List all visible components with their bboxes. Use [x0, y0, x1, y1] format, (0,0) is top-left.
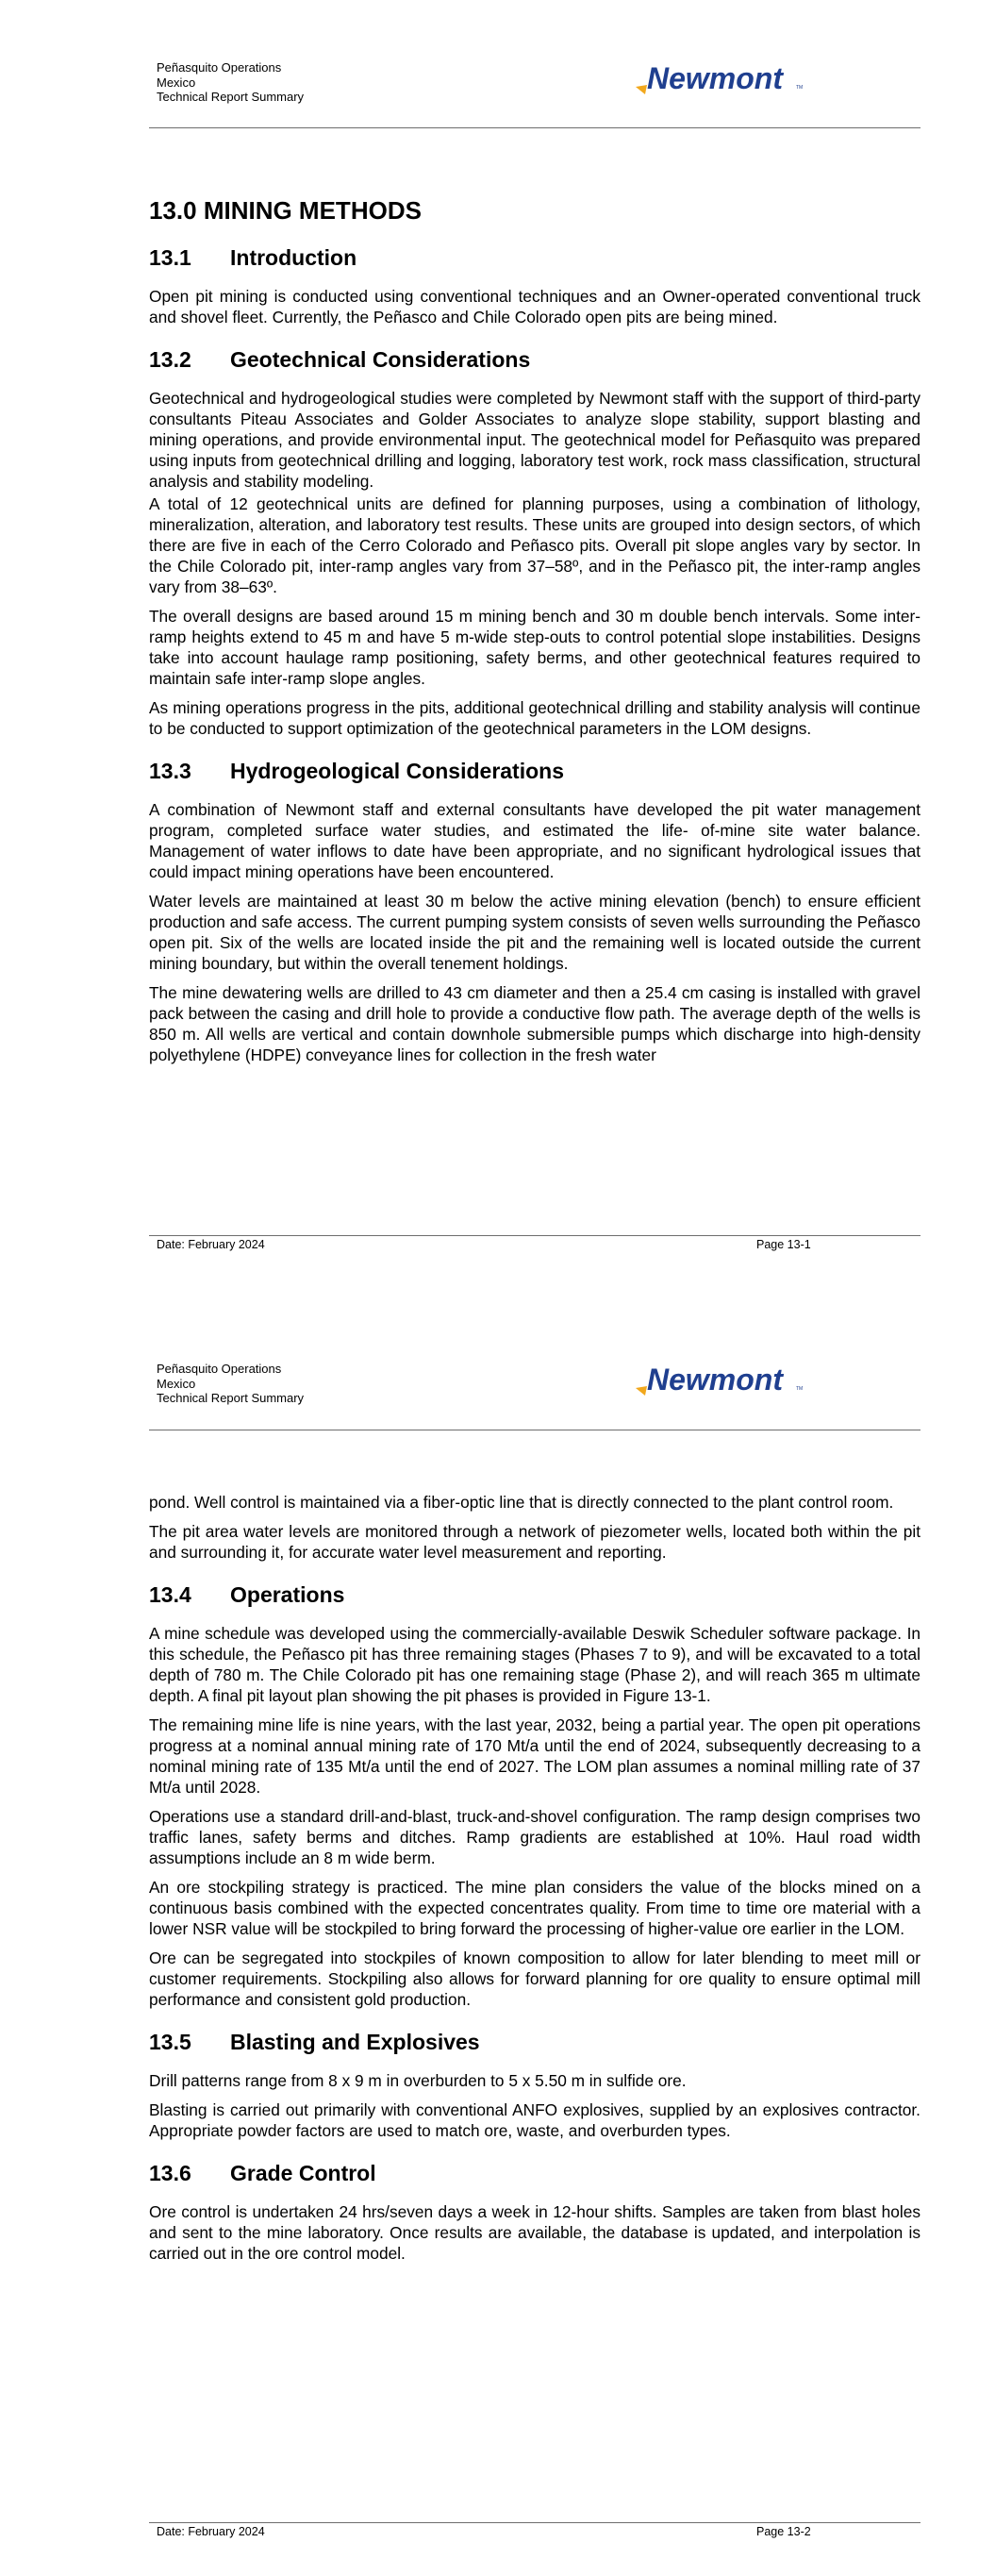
newmont-logo: [636, 62, 815, 100]
section-title: Blasting and Explosives: [230, 2030, 480, 2054]
paragraph: The overall designs are based around 15 m mining bench and 30 m double bench intervals. Some inter-ramp heights extend to 45 m and have 5 m-wide step-outs to control potential slope instabilities. Designs take into account haulage ramp positioning, safety berms, and other geotechnical features required to maintain safe inter-ramp slope angles.: [149, 607, 920, 688]
header-country: Mexico: [157, 75, 196, 90]
section-heading-13-1: [149, 244, 920, 271]
page-header-text: [157, 60, 304, 105]
logo-text: Newmont: [647, 1363, 783, 1397]
footer-page-number: Page 13-2: [756, 2525, 811, 2538]
logo-text: Newmont: [647, 62, 783, 95]
section-heading-13-6: [149, 2160, 920, 2186]
footer-page-number: Page 13-1: [756, 1238, 811, 1251]
chapter-title: 13.0 MINING METHODS: [149, 196, 422, 225]
paragraph: The mine dewatering wells are drilled to 43 cm diameter and then a 25.4 cm casing is installed with gravel pack between the casing and drill hole to provide a conductive flow path. The average depth of the wells is 850 m. All wells are vertical and contain downhole submersible pumps which discharge into high-density polyethylene (HDPE) conveyance lines for collection in the fresh water: [149, 983, 920, 1064]
page-header-text: [157, 1362, 304, 1406]
paragraph: Blasting is carried out primarily with conventional ANFO explosives, supplied by an explosives contractor. Appropriate powder factors are used to match ore, waste, and overburden types.: [149, 2100, 920, 2140]
section-number: 13.1: [149, 245, 191, 270]
page-1-body: [149, 195, 920, 1074]
paragraph: Operations use a standard drill-and-blast, truck-and-shovel configuration. The ramp design comprises two traffic lanes, safety berms and ditches. Ramp gradients are established at 10%. Haul road width assumptions include an 8 m wide berm.: [149, 1807, 920, 1867]
paragraph: Ore control is undertaken 24 hrs/seven days a week in 12-hour shifts. Samples are taken from blast holes and sent to the mine laboratory. Once results are available, the database is updated, and interpolation is carried out in the ore control model.: [149, 2202, 920, 2263]
paragraph: Open pit mining is conducted using conventional techniques and an Owner-operated conventional truck and shovel fleet. Currently, the Peñasco and Chile Colorado open pits are being mined.: [149, 287, 920, 326]
paragraph: The pit area water levels are monitored through a network of piezometer wells, located both within the pit and surrounding it, for accurate water level measurement and reporting.: [149, 1522, 920, 1562]
paragraph: pond. Well control is maintained via a fiber-optic line that is directly connected to the plant control room.: [149, 1493, 894, 1512]
section-title: Geotechnical Considerations: [230, 347, 531, 372]
paragraph: The remaining mine life is nine years, with the last year, 2032, being a partial year. The open pit operations progress at a nominal annual mining rate of 170 Mt/a until the end of 2024, subsequently decreasing to a nominal mining rate of 135 Mt/a until the end of 2027. The LOM plan assumes a nominal milling rate of 37 Mt/a until 2028.: [149, 1715, 920, 1797]
section-number: 13.3: [149, 759, 191, 783]
paragraph: A mine schedule was developed using the commercially-available Deswik Scheduler software package. In this schedule, the Peñasco pit has three remaining stages (Phases 7 to 9), and will be excavated to a total depth of 780 m. The Chile Colorado pit has one remaining stage (Phase 2), and will reach 365 m ultimate depth. A final pit layout plan showing the pit phases is provided in Figure 13-1.: [149, 1624, 920, 1705]
section-number: 13.5: [149, 2030, 191, 2054]
section-number: 13.4: [149, 1582, 191, 1607]
section-title: Grade Control: [230, 2161, 376, 2185]
header-doc-type: Technical Report Summary: [157, 90, 305, 104]
section-heading-13-2: [149, 346, 920, 373]
newmont-logo: [636, 1363, 815, 1401]
header-doc-type: Technical Report Summary: [157, 1391, 305, 1405]
logo-trademark: TM: [796, 85, 804, 91]
paragraph: Drill patterns range from 8 x 9 m in overburden to 5 x 5.50 m in sulfide ore.: [149, 2071, 687, 2090]
paragraph: Geotechnical and hydrogeological studies were completed by Newmont staff with the support of third-party consultants Piteau Associates and Golder Associates to analyze slope stability, support blasting and mining operations, and provide environmental input. The geotechnical model for Peñasquito was prepared using inputs from geotechnical drilling and logging, laboratory test work, rock mass classification, structural analysis and stability modeling.: [149, 389, 920, 491]
header-country: Mexico: [157, 1376, 196, 1391]
header-rule: [149, 127, 920, 128]
page-2-body: [149, 1492, 920, 2272]
section-heading-13-4: [149, 1581, 920, 1608]
footer-rule: [149, 2522, 920, 2523]
section-title: Operations: [230, 1582, 345, 1607]
header-company: Peñasquito Operations: [157, 1362, 282, 1376]
section-title: Hydrogeological Considerations: [230, 759, 564, 783]
paragraph: A combination of Newmont staff and external consultants have developed the pit water management program, completed surface water studies, and estimated the life- of-mine site water balance. Management of water inflows to date have been appropriate, and no significant hydrological issues that could impact mining operations have been encountered.: [149, 800, 920, 881]
section-title: Introduction: [230, 245, 357, 270]
section-heading-13-3: [149, 758, 920, 784]
section-number: 13.2: [149, 347, 191, 372]
footer-date: Date: February 2024: [157, 1238, 265, 1251]
page-2: [0, 1288, 995, 2576]
footer-date: Date: February 2024: [157, 2525, 265, 2538]
paragraph: Water levels are maintained at least 30 m below the active mining elevation (bench) to ensure efficient production and safe access. The current pumping system consists of seven wells surrounding the Peñasco open pit. Six of the wells are located inside the pit and the remaining well is located outside the current mining boundary, but within the overall tenement holdings.: [149, 892, 920, 973]
paragraph: Ore can be segregated into stockpiles of known composition to allow for later blending to meet mill or customer requirements. Stockpiling also allows for forward planning for ore quality to ensure optimal mill performance and consistent gold production.: [149, 1949, 920, 2009]
section-heading-13-5: [149, 2029, 920, 2055]
paragraph: As mining operations progress in the pits, additional geotechnical drilling and stability analysis will continue to be conducted to support optimization of the geotechnical parameters in the LOM designs.: [149, 698, 920, 738]
logo-trademark: TM: [796, 1386, 804, 1392]
paragraph: An ore stockpiling strategy is practiced. The mine plan considers the value of the blocks mined on a continuous basis combined with the expected concentrates quality. From time to time ore material with a lower NSR value will be stockpiled to bring forward the processing of higher-value ore earlier in the LOM.: [149, 1878, 920, 1938]
header-company: Peñasquito Operations: [157, 60, 282, 75]
footer-rule: [149, 1235, 920, 1236]
paragraph: A total of 12 geotechnical units are defined for planning purposes, using a combination of lithology, mineralization, alteration, and laboratory test results. These units are grouped into design sectors, of which there are five in each of the Cerro Colorado and Peñasco pits. Overall pit slope angles vary by sector. In the Chile Colorado pit, inter-ramp angles vary from 37–58º, and in the Peñasco pit, the inter-ramp angles vary from 38–63º.: [149, 494, 920, 596]
section-number: 13.6: [149, 2161, 191, 2185]
